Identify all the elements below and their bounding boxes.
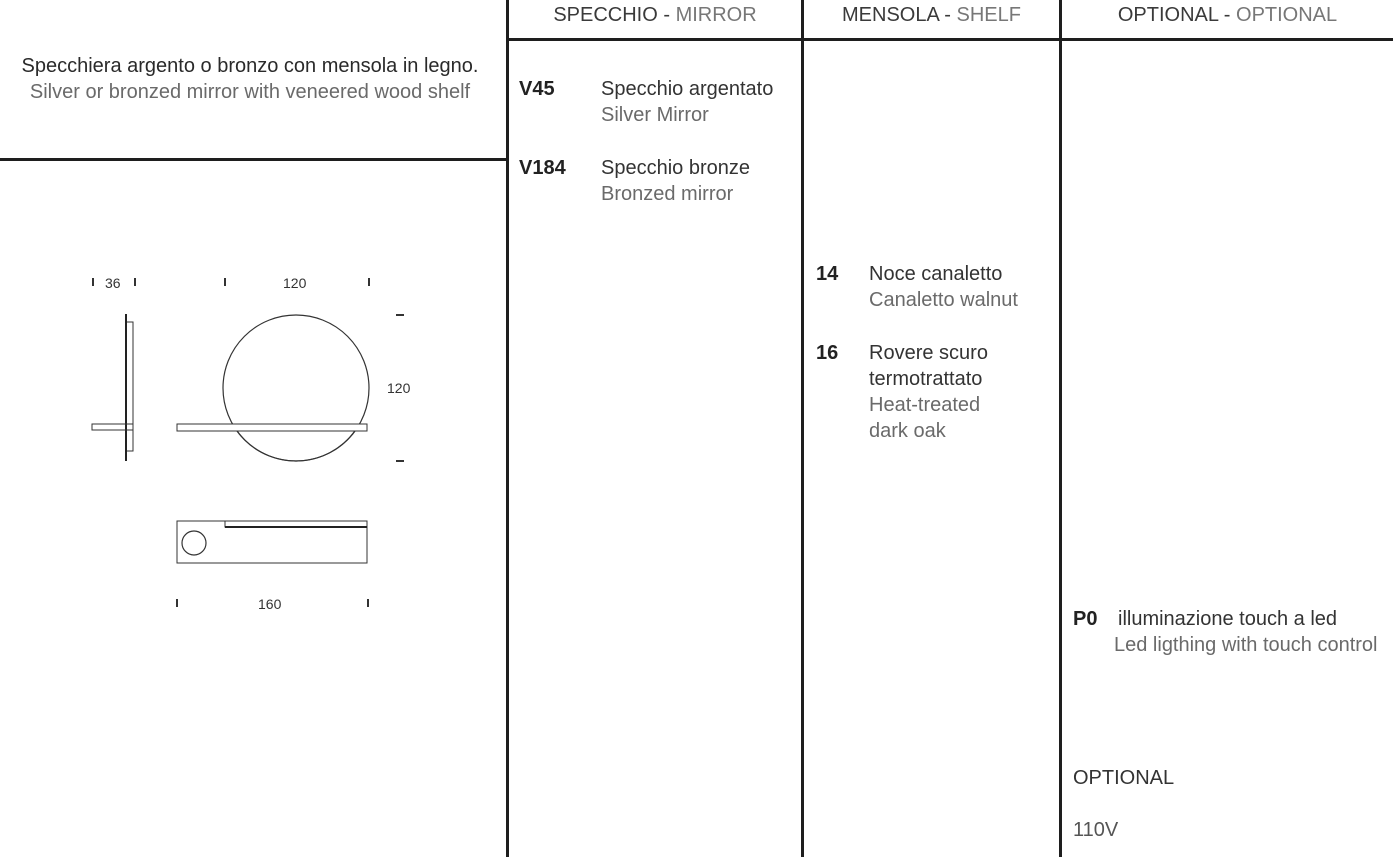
header-mirror: SPECCHIO - MIRROR bbox=[553, 4, 757, 26]
option-name-it-2: termotrattato bbox=[869, 368, 983, 390]
drawing-lines bbox=[0, 0, 500, 857]
option-code: 14 bbox=[816, 263, 839, 285]
header-optional-en: OPTIONAL bbox=[1236, 4, 1338, 26]
header-optional-it: OPTIONAL bbox=[1117, 4, 1219, 26]
touch-control-circle bbox=[182, 531, 206, 555]
voltage-label: 110V bbox=[1073, 819, 1119, 841]
option-name-en-2: dark oak bbox=[869, 420, 946, 442]
option-name-en: Canaletto walnut bbox=[869, 289, 1018, 311]
option-code: V45 bbox=[519, 78, 555, 100]
option-code: 16 bbox=[816, 342, 839, 364]
dim-tick bbox=[367, 599, 369, 607]
divider-3 bbox=[1059, 0, 1062, 857]
header-mirror-en: MIRROR bbox=[675, 4, 757, 26]
option-code: V184 bbox=[519, 157, 566, 179]
dim-tick bbox=[92, 278, 94, 286]
option-name-it: Rovere scuro bbox=[869, 342, 988, 364]
mirror-circle bbox=[223, 315, 369, 461]
header-underline bbox=[506, 38, 1393, 41]
front-view-shelf bbox=[177, 424, 367, 431]
option-name-en: Bronzed mirror bbox=[601, 183, 734, 205]
option-name-en: Silver Mirror bbox=[601, 104, 709, 126]
header-mirror-it: SPECCHIO bbox=[553, 4, 658, 26]
header-shelf: MENSOLA - SHELF bbox=[842, 4, 1021, 26]
side-view-panel bbox=[126, 322, 133, 451]
divider-2 bbox=[801, 0, 804, 857]
description-it: Specchiera argento o bronzo con mensola in legno. bbox=[21, 55, 479, 77]
option-name-en: Led ligthing with touch control bbox=[1114, 634, 1378, 656]
mirror-option-v184 bbox=[519, 155, 799, 207]
dim-shelf-width: 160 bbox=[258, 596, 282, 612]
option-name-it: illuminazione touch a led bbox=[1118, 608, 1338, 630]
shelf-option-14 bbox=[816, 261, 1056, 313]
optional-option-p0 bbox=[1073, 606, 1391, 658]
header-optional: OPTIONAL - OPTIONAL bbox=[1117, 4, 1338, 26]
mirror-option-v45 bbox=[519, 76, 799, 128]
dim-tick bbox=[396, 460, 404, 462]
dim-tick bbox=[176, 599, 178, 607]
option-name-it: Specchio bronze bbox=[601, 157, 750, 179]
dim-width: 120 bbox=[283, 275, 307, 291]
dim-tick bbox=[224, 278, 226, 286]
optional-label: OPTIONAL bbox=[1073, 767, 1175, 789]
dim-tick bbox=[368, 278, 370, 286]
dim-depth: 36 bbox=[105, 275, 121, 291]
option-name-it: Specchio argentato bbox=[601, 78, 774, 100]
description-en: Silver or bronzed mirror with veneered wood shelf bbox=[29, 81, 471, 103]
option-code: P0 bbox=[1073, 608, 1098, 630]
option-name-en: Heat-treated bbox=[869, 394, 981, 416]
option-name-it: Noce canaletto bbox=[869, 263, 1003, 285]
dim-tick bbox=[396, 314, 404, 316]
header-shelf-en: SHELF bbox=[956, 4, 1021, 26]
dim-tick bbox=[134, 278, 136, 286]
dim-height: 120 bbox=[387, 380, 411, 396]
divider-1 bbox=[506, 0, 509, 857]
header-shelf-it: MENSOLA bbox=[842, 4, 939, 26]
shelf-option-16 bbox=[816, 340, 1056, 444]
